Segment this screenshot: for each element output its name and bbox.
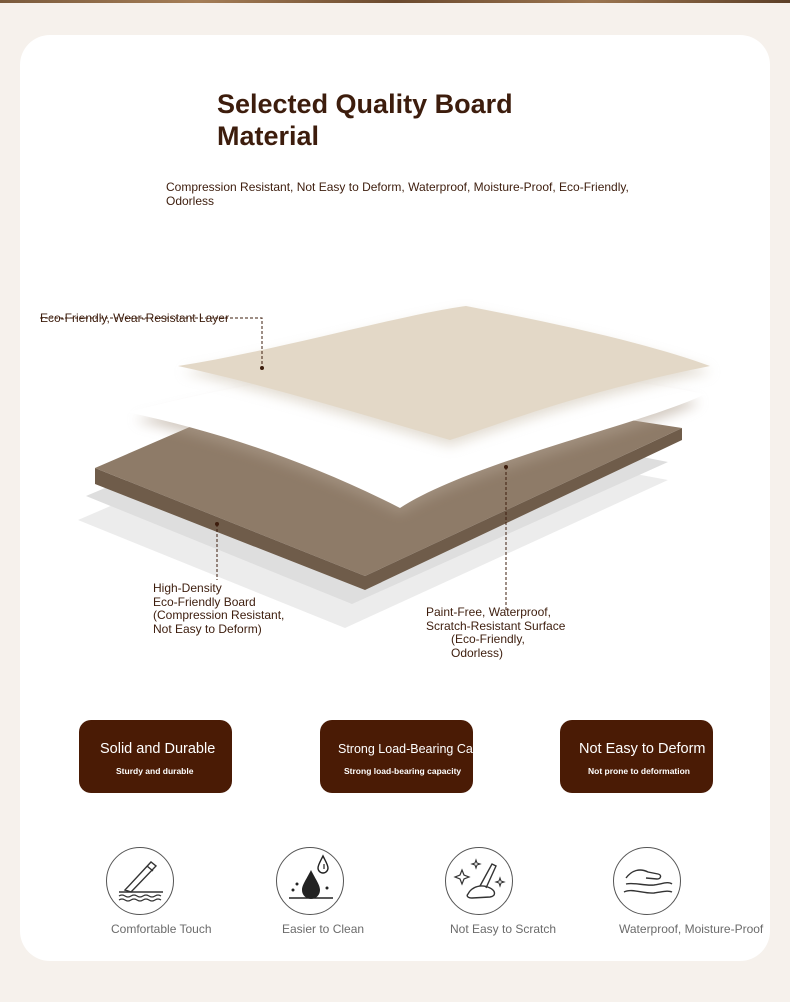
top-layer-label: Eco-Friendly, Wear-Resistant Layer bbox=[40, 311, 229, 325]
surface-label-line: Scratch-Resistant Surface bbox=[426, 618, 566, 633]
feature-load-bearing bbox=[320, 720, 506, 793]
surface-layer-label bbox=[426, 606, 565, 660]
feature-title: Strong Load-Bearing Capacity bbox=[338, 742, 506, 756]
icon-label-waterproof: Waterproof, Moisture-Proof bbox=[619, 922, 764, 936]
feature-solid-durable bbox=[79, 720, 232, 793]
board-label-line: Eco-Friendly Board bbox=[153, 594, 256, 609]
feature-subtitle: Strong load-bearing capacity bbox=[344, 766, 462, 776]
icon-label-scratch: Not Easy to Scratch bbox=[450, 922, 557, 936]
feature-not-deform bbox=[560, 720, 713, 793]
board-label-line: Not Easy to Deform) bbox=[153, 621, 262, 636]
feature-title: Not Easy to Deform bbox=[579, 741, 706, 757]
icon-label-touch: Comfortable Touch bbox=[111, 922, 212, 936]
page-subtitle: Compression Resistant, Not Easy to Deform, Waterproof, Moisture-Proof, Eco-Friendly, Odorless bbox=[166, 180, 629, 208]
feature-title: Solid and Durable bbox=[100, 741, 216, 757]
feature-subtitle: Not prone to deformation bbox=[588, 766, 690, 776]
surface-label-line: Odorless) bbox=[451, 645, 504, 660]
surface-label-line: Paint-Free, Waterproof, bbox=[426, 605, 551, 619]
board-layer-label bbox=[153, 582, 284, 636]
callout-dot-board bbox=[215, 522, 219, 526]
callout-dot-top bbox=[260, 366, 264, 370]
icon-label-clean: Easier to Clean bbox=[282, 922, 365, 936]
surface-label-line: (Eco-Friendly, bbox=[451, 632, 525, 646]
hand-wave-icon bbox=[613, 847, 681, 915]
callout-dot-surface bbox=[504, 465, 508, 469]
scratch-sparkle-icon bbox=[445, 847, 513, 915]
water-drops-icon bbox=[276, 847, 344, 915]
page-title: Selected Quality Board Material bbox=[217, 89, 513, 151]
knife-touch-icon bbox=[106, 847, 174, 915]
board-label-line: High-Density bbox=[153, 581, 222, 595]
feature-subtitle: Sturdy and durable bbox=[116, 766, 194, 776]
board-label-line: (Compression Resistant, bbox=[153, 608, 285, 622]
